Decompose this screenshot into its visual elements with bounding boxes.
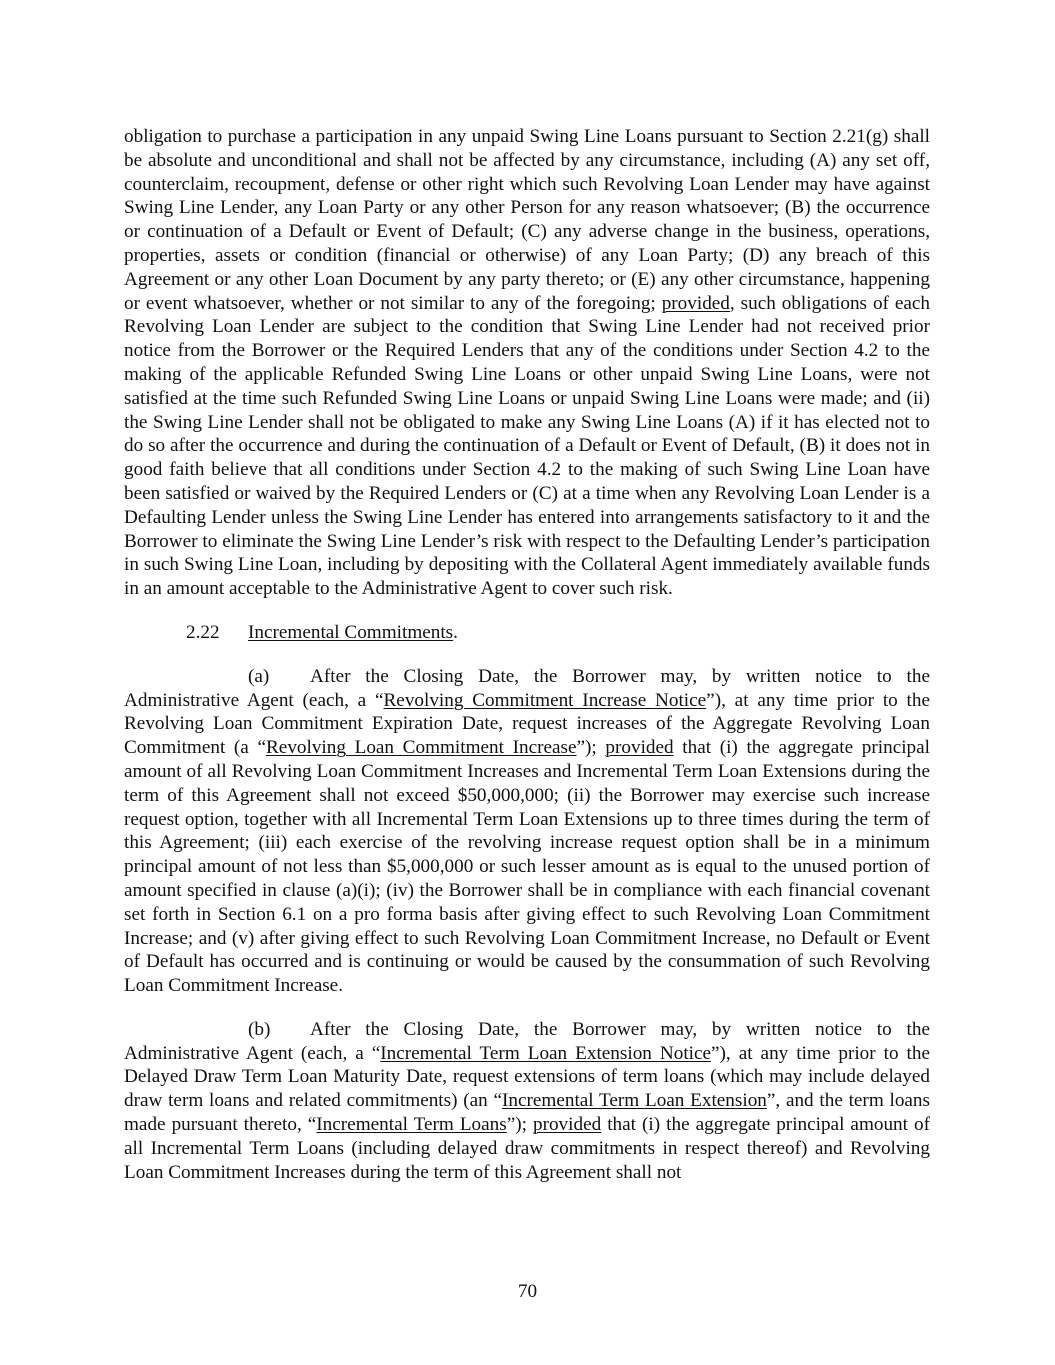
text-run: After the Closing Date, the Borrower may, by written notice to the Administrative Agent (each, a “	[124, 1018, 930, 1064]
defined-term: Incremental Term Loan Extension	[502, 1090, 767, 1112]
defined-term: Incremental Term Loan Extension Notice	[380, 1042, 712, 1064]
paragraph-a-label: (a)	[248, 665, 270, 687]
text-run: ”), at any time prior to the Delayed Draw Term Loan Maturity Date, request extensions of term loans (which may include delayed draw term loans and related commitments) (an “	[124, 1042, 930, 1112]
defined-term: Incremental Term Loans	[316, 1114, 507, 1136]
section-heading	[124, 621, 930, 645]
text-run: obligation to purchase a participation in any unpaid Swing Line Loans pursuant to Section 2.21(g) shall be absolute and unconditional and shall not be affected by any circumstance, including (A) any set off, counterclaim, recoupment, defense or other right which such Revolving Loan Lender may have against Swing Line Lender, any Loan Party or any other Person for any reason whatsoever; (B) the occurrence or continuation of a Default or Event of Default; (C) any adverse change in the business, operations, properties, assets or condition (financial or otherwise) of any Loan Party; (D) any breach of this Agreement or any other Loan Document by any party thereto; or (E) any other circumstance, happening or event whatsoever, whether or not similar to any of the foregoing;	[124, 126, 930, 314]
paragraph-continuation	[124, 125, 930, 601]
underlined-term: provided	[605, 737, 674, 759]
text-run: ”, and the term loans made pursuant thereto, “	[124, 1090, 930, 1136]
defined-term: Revolving Commitment Increase Notice	[383, 689, 707, 711]
underlined-term: provided	[532, 1114, 602, 1136]
page-number: 70	[517, 1281, 538, 1302]
section-title: Incremental Commitments	[248, 621, 454, 643]
paragraph-a	[124, 665, 930, 998]
text-run: ”), at any time prior to the Revolving Loan Commitment Expiration Date, request increases of the Aggregate Revolving Loan Commitment (a “	[124, 689, 930, 759]
section-number: 2.22	[186, 621, 220, 643]
paragraph-b-label: (b)	[248, 1018, 271, 1040]
text-run: , such obligations of each Revolving Loan Lender are subject to the condition that Swing Line Lender had not received prior notice from the Borrower or the Required Lenders that any of the conditions under Section 4.2 to the making of the applicable Refunded Swing Line Loans or other unpaid Swing Line Loans, were not satisfied at the time such Refunded Swing Line Loans or unpaid Swing Line Loans were made; and (ii) the Swing Line Lender shall not be obligated to make any Swing Line Loans (A) if it has elected not to do so after the occurrence and during the continuation of a Default or Event of Default, (B) it does not in good faith believe that all conditions under Section 4.2 to the making of such Swing Line Loan have been satisfied or waived by the Required Lenders or (C) at a time when any Revolving Loan Lender is a Defaulting Lender unless the Swing Line Lender has entered into arrangements satisfactory to it and the Borrower to eliminate the Swing Line Lender’s risk with respect to the Defaulting Lender’s participation in such Swing Line Loan, including by depositing with the Collateral Agent immediately available funds in an amount acceptable to the Administrative Agent to cover such risk.	[124, 292, 930, 600]
text-run: that (i) the aggregate principal amount of all Incremental Term Loans (including delayed draw commitments in respect thereof) and Revolving Loan Commitment Increases during the term of this Agreement shall not	[124, 1114, 930, 1183]
defined-term: Revolving Loan Commitment Increase	[266, 737, 577, 759]
paragraph-b	[124, 1018, 930, 1185]
document-page	[124, 125, 930, 1204]
section-title-period: .	[453, 621, 458, 643]
underlined-term: provided	[661, 292, 730, 314]
text-run: ”);	[576, 737, 606, 759]
text-run: After the Closing Date, the Borrower may, by written notice to the Administrative Agent (each, a “	[124, 665, 930, 711]
text-run: ”);	[506, 1114, 533, 1136]
text-run: that (i) the aggregate principal amount of all Revolving Loan Commitment Increases and Incremental Term Loan Extensions during the term of this Agreement shall not exceed $50,000,000; (ii) the Borrower may exercise such increase request option, together with all Incremental Term Loan Extensions up to three times during the term of this Agreement; (iii) each exercise of the revolving increase request option shall be in a minimum principal amount of not less than $5,000,000 or such lesser amount as is equal to the unused portion of amount specified in clause (a)(i); (iv) the Borrower shall be in compliance with each financial covenant set forth in Section 6.1 on a pro forma basis after giving effect to such Revolving Loan Commitment Increase; and (v) after giving effect to such Revolving Loan Commitment Increase, no Default or Event of Default has occurred and is continuing or would be caused by the consummation of such Revolving Loan Commitment Increase.	[124, 737, 930, 997]
